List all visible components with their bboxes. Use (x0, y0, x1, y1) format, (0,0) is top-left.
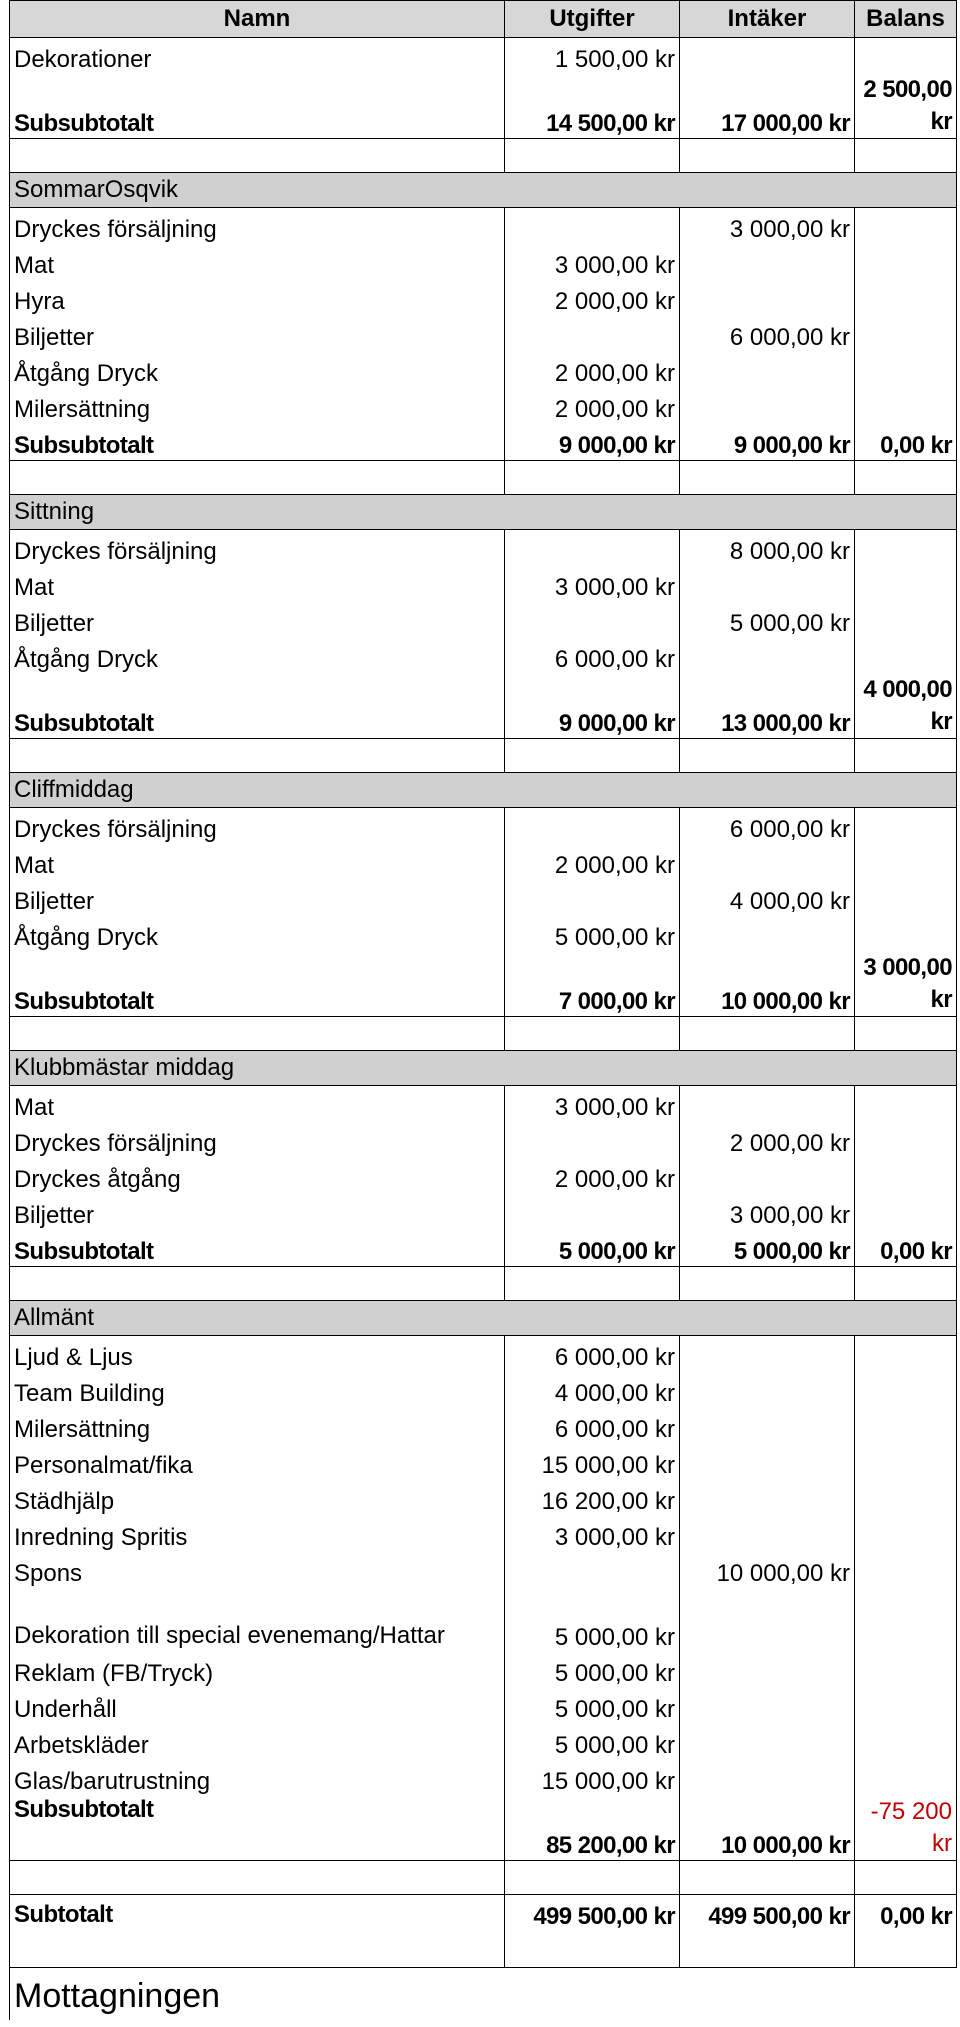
balance-cell[interactable] (855, 530, 957, 567)
income-cell[interactable]: 3 000,00 kr (680, 208, 855, 245)
empty-cell[interactable] (505, 461, 680, 495)
expense-cell[interactable]: 3 000,00 kr (505, 244, 680, 280)
budget-table (9, 0, 957, 1968)
income-cell[interactable] (680, 244, 855, 280)
item-name-cell[interactable]: Åtgång Dryck (10, 352, 505, 388)
item-name-cell[interactable]: Mat (10, 1086, 505, 1123)
expense-cell[interactable]: 2 000,00 kr (505, 352, 680, 388)
income-cell[interactable] (680, 566, 855, 602)
income-cell[interactable] (680, 1408, 855, 1444)
income-cell[interactable]: 10 000,00 kr (680, 1552, 855, 1588)
empty-row (10, 139, 957, 173)
empty-cell[interactable] (855, 1267, 957, 1301)
item-row (10, 316, 957, 352)
item-name-cell[interactable]: Mat (10, 244, 505, 280)
expense-cell[interactable] (505, 316, 680, 352)
subsubtotal-label[interactable]: Subsubtotalt (10, 674, 505, 739)
balance-cell[interactable] (855, 1760, 957, 1796)
section-title[interactable]: Sittning (10, 495, 957, 530)
item-row (10, 530, 957, 567)
income-cell[interactable]: 8 000,00 kr (680, 530, 855, 567)
empty-row (10, 461, 957, 495)
expense-cell[interactable]: 3 000,00 kr (505, 1086, 680, 1123)
item-row (10, 916, 957, 952)
subtotal-row (10, 1895, 957, 1968)
section-header-row (10, 495, 957, 530)
item-row (10, 1480, 957, 1516)
income-cell[interactable] (680, 638, 855, 674)
expense-cell[interactable]: 4 000,00 kr (505, 1372, 680, 1408)
subsubtotal-label[interactable]: Subsubtotalt (10, 74, 505, 139)
expense-cell[interactable] (505, 1194, 680, 1230)
subtotal-label[interactable]: Subtotalt (10, 1895, 505, 1968)
subsubtotal-label[interactable]: Subsubtotalt (10, 424, 505, 461)
balance-cell[interactable] (855, 1194, 957, 1230)
income-cell[interactable] (680, 388, 855, 424)
balance-cell[interactable] (855, 1588, 957, 1652)
income-cell[interactable] (680, 1688, 855, 1724)
empty-cell[interactable] (505, 1861, 680, 1895)
expense-cell[interactable]: 1 500,00 kr (505, 38, 680, 75)
empty-row (10, 739, 957, 773)
item-name-cell[interactable]: Inredning Spritis (10, 1516, 505, 1552)
section-title[interactable]: Klubbmästar middag (10, 1051, 957, 1086)
item-row (10, 844, 957, 880)
item-row (10, 638, 957, 674)
empty-cell[interactable] (10, 139, 505, 173)
income-cell[interactable] (680, 1444, 855, 1480)
item-name-cell[interactable]: Mat (10, 844, 505, 880)
header-name[interactable]: Namn (10, 1, 505, 38)
item-row (10, 1652, 957, 1688)
item-row (10, 1588, 957, 1652)
income-cell[interactable] (680, 1760, 855, 1796)
balance-cell[interactable] (855, 1652, 957, 1688)
section-title[interactable]: Allmänt (10, 1301, 957, 1336)
balance-cell[interactable] (855, 916, 957, 952)
balance-cell[interactable] (855, 38, 957, 75)
balance-cell[interactable] (855, 1516, 957, 1552)
item-row (10, 280, 957, 316)
subsubtotal-row (10, 1230, 957, 1267)
item-row (10, 244, 957, 280)
item-name-cell[interactable]: Mat (10, 566, 505, 602)
expense-cell[interactable] (505, 880, 680, 916)
subsubtotal-expenses[interactable]: 9 000,00 kr (505, 424, 680, 461)
subsubtotal-expenses[interactable]: 5 000,00 kr (505, 1230, 680, 1267)
expense-cell[interactable]: 5 000,00 kr (505, 916, 680, 952)
empty-row (10, 1267, 957, 1301)
subtotal-expenses[interactable]: 499 500,00 kr (505, 1895, 680, 1968)
item-row (10, 1724, 957, 1760)
subsubtotal-income[interactable]: 13 000,00 kr (680, 674, 855, 739)
subsubtotal-label[interactable]: Subsubtotalt (10, 1230, 505, 1267)
income-cell[interactable]: 4 000,00 kr (680, 880, 855, 916)
subsubtotal-label[interactable]: Subsubtotalt (10, 952, 505, 1017)
income-cell[interactable] (680, 1480, 855, 1516)
balance-cell[interactable] (855, 1552, 957, 1588)
income-cell[interactable] (680, 352, 855, 388)
expense-cell[interactable]: 16 200,00 kr (505, 1480, 680, 1516)
income-cell[interactable] (680, 1158, 855, 1194)
empty-cell[interactable] (680, 1861, 855, 1895)
item-name-cell[interactable]: Åtgång Dryck (10, 916, 505, 952)
balance-cell[interactable] (855, 1688, 957, 1724)
subsubtotal-balance[interactable]: 0,00 kr (855, 1230, 957, 1267)
empty-cell[interactable] (855, 461, 957, 495)
final-heading[interactable]: Mottagningen (9, 1968, 956, 2020)
balance-cell[interactable] (855, 1158, 957, 1194)
item-row (10, 566, 957, 602)
subsubtotal-balance[interactable]: 2 500,00 kr (855, 74, 957, 139)
subsubtotal-balance[interactable]: 3 000,00 kr (855, 952, 957, 1017)
empty-cell[interactable] (680, 1267, 855, 1301)
item-name-cell[interactable]: Biljetter (10, 1194, 505, 1230)
empty-cell[interactable] (10, 461, 505, 495)
balance-cell[interactable] (855, 1724, 957, 1760)
subsubtotal-label[interactable]: Subsubtotalt (10, 1796, 505, 1861)
section-header-row (10, 1301, 957, 1336)
empty-cell[interactable] (855, 739, 957, 773)
balance-cell[interactable] (855, 208, 957, 245)
item-row (10, 1688, 957, 1724)
subsubtotal-row (10, 952, 957, 1017)
budget-sheet (9, 0, 956, 2020)
item-row (10, 808, 957, 845)
item-name-cell[interactable]: Glas/barutrustning (10, 1760, 505, 1796)
balance-cell[interactable] (855, 1444, 957, 1480)
item-row (10, 1444, 957, 1480)
balance-cell[interactable] (855, 1336, 957, 1373)
item-name-cell[interactable]: Städhjälp (10, 1480, 505, 1516)
expense-cell[interactable]: 5 000,00 kr (505, 1588, 680, 1652)
income-cell[interactable] (680, 1336, 855, 1373)
balance-cell[interactable] (855, 1086, 957, 1123)
section-title[interactable]: Cliffmiddag (10, 773, 957, 808)
expense-cell[interactable]: 5 000,00 kr (505, 1724, 680, 1760)
item-name-cell[interactable]: Dryckes försäljning (10, 208, 505, 245)
income-cell[interactable] (680, 38, 855, 75)
balance-cell[interactable] (855, 352, 957, 388)
item-row (10, 1408, 957, 1444)
item-name-cell[interactable]: Åtgång Dryck (10, 638, 505, 674)
empty-cell[interactable] (10, 1267, 505, 1301)
section-header-row (10, 1051, 957, 1086)
empty-cell[interactable] (680, 1017, 855, 1051)
balance-cell[interactable] (855, 808, 957, 845)
item-name-cell[interactable]: Hyra (10, 280, 505, 316)
empty-row (10, 1861, 957, 1895)
item-name-cell[interactable]: Dryckes åtgång (10, 1158, 505, 1194)
income-cell[interactable] (680, 1516, 855, 1552)
item-row (10, 880, 957, 916)
income-cell[interactable] (680, 1588, 855, 1652)
subsubtotal-row (10, 674, 957, 739)
income-cell[interactable] (680, 280, 855, 316)
income-cell[interactable] (680, 1652, 855, 1688)
subsubtotal-balance[interactable]: 0,00 kr (855, 424, 957, 461)
income-cell[interactable]: 3 000,00 kr (680, 1194, 855, 1230)
item-name-cell[interactable]: Milersättning (10, 388, 505, 424)
item-row (10, 1516, 957, 1552)
item-row (10, 1194, 957, 1230)
expense-cell[interactable]: 15 000,00 kr (505, 1444, 680, 1480)
balance-cell[interactable] (855, 602, 957, 638)
subsubtotal-income[interactable]: 5 000,00 kr (680, 1230, 855, 1267)
item-name-cell[interactable]: Ljud & Ljus (10, 1336, 505, 1373)
item-row (10, 1158, 957, 1194)
empty-row (10, 1017, 957, 1051)
item-name-cell[interactable]: Biljetter (10, 880, 505, 916)
empty-cell[interactable] (855, 1861, 957, 1895)
section-header-row (10, 773, 957, 808)
balance-cell[interactable] (855, 280, 957, 316)
expense-cell[interactable] (505, 808, 680, 845)
subsubtotal-row (10, 1796, 957, 1861)
empty-cell[interactable] (10, 1861, 505, 1895)
subsubtotal-row (10, 424, 957, 461)
expense-cell[interactable]: 3 000,00 kr (505, 1516, 680, 1552)
item-name-cell[interactable]: Dryckes försäljning (10, 530, 505, 567)
income-cell[interactable]: 5 000,00 kr (680, 602, 855, 638)
balance-cell[interactable] (855, 880, 957, 916)
item-row (10, 1122, 957, 1158)
expense-cell[interactable]: 2 000,00 kr (505, 1158, 680, 1194)
item-name-cell[interactable]: Dryckes försäljning (10, 1122, 505, 1158)
balance-cell[interactable] (855, 1122, 957, 1158)
balance-cell[interactable] (855, 844, 957, 880)
subsubtotal-row (10, 74, 957, 139)
subsubtotal-expenses[interactable]: 14 500,00 kr (505, 74, 680, 139)
income-cell[interactable] (680, 1724, 855, 1760)
balance-cell[interactable] (855, 388, 957, 424)
item-row (10, 38, 957, 75)
subsubtotal-income[interactable]: 9 000,00 kr (680, 424, 855, 461)
expense-cell[interactable] (505, 1552, 680, 1588)
section-title[interactable]: SommarOsqvik (10, 173, 957, 208)
expense-cell[interactable]: 5 000,00 kr (505, 1652, 680, 1688)
subsubtotal-income[interactable]: 10 000,00 kr (680, 1796, 855, 1861)
item-name-cell[interactable]: Dekoration till special evenemang/Hattar (10, 1588, 505, 1652)
subsubtotal-balance[interactable]: 4 000,00 kr (855, 674, 957, 739)
expense-cell[interactable]: 2 000,00 kr (505, 844, 680, 880)
balance-cell[interactable] (855, 638, 957, 674)
expense-cell[interactable]: 6 000,00 kr (505, 1408, 680, 1444)
header-expenses[interactable]: Utgifter (505, 1, 680, 38)
item-row (10, 388, 957, 424)
empty-cell[interactable] (10, 1017, 505, 1051)
item-name-cell[interactable]: Underhåll (10, 1688, 505, 1724)
income-cell[interactable]: 6 000,00 kr (680, 316, 855, 352)
item-row (10, 1336, 957, 1373)
subsubtotal-expenses[interactable]: 9 000,00 kr (505, 674, 680, 739)
subsubtotal-income[interactable]: 17 000,00 kr (680, 74, 855, 139)
expense-cell[interactable] (505, 602, 680, 638)
empty-cell[interactable] (505, 139, 680, 173)
income-cell[interactable] (680, 844, 855, 880)
balance-cell[interactable] (855, 566, 957, 602)
item-name-cell[interactable]: Biljetter (10, 316, 505, 352)
subtotal-income[interactable]: 499 500,00 kr (680, 1895, 855, 1968)
section-header-row (10, 173, 957, 208)
subsubtotal-balance[interactable]: -75 200 kr (855, 1796, 957, 1861)
balance-cell[interactable] (855, 244, 957, 280)
item-name-cell[interactable]: Milersättning (10, 1408, 505, 1444)
expense-cell[interactable]: 2 000,00 kr (505, 280, 680, 316)
empty-cell[interactable] (680, 139, 855, 173)
item-row (10, 602, 957, 638)
expense-cell[interactable] (505, 208, 680, 245)
header-row (10, 1, 957, 38)
item-name-cell[interactable]: Personalmat/fika (10, 1444, 505, 1480)
expense-cell[interactable]: 5 000,00 kr (505, 1688, 680, 1724)
item-row (10, 208, 957, 245)
item-name-cell[interactable]: Dekorationer (10, 38, 505, 75)
income-cell[interactable] (680, 1086, 855, 1123)
income-cell[interactable] (680, 1372, 855, 1408)
item-name-cell[interactable]: Reklam (FB/Tryck) (10, 1652, 505, 1688)
item-row (10, 352, 957, 388)
income-cell[interactable] (680, 916, 855, 952)
item-name-cell[interactable]: Spons (10, 1552, 505, 1588)
empty-cell[interactable] (855, 139, 957, 173)
expense-cell[interactable]: 3 000,00 kr (505, 566, 680, 602)
subsubtotal-expenses[interactable]: 7 000,00 kr (505, 952, 680, 1017)
balance-cell[interactable] (855, 1408, 957, 1444)
item-name-cell[interactable]: Arbetskläder (10, 1724, 505, 1760)
empty-cell[interactable] (505, 1017, 680, 1051)
empty-cell[interactable] (10, 739, 505, 773)
header-balance[interactable]: Balans (855, 1, 957, 38)
item-name-cell[interactable]: Team Building (10, 1372, 505, 1408)
balance-cell[interactable] (855, 1372, 957, 1408)
empty-cell[interactable] (855, 1017, 957, 1051)
empty-cell[interactable] (505, 1267, 680, 1301)
expense-cell[interactable] (505, 530, 680, 567)
item-row (10, 1372, 957, 1408)
balance-cell[interactable] (855, 1480, 957, 1516)
expense-cell[interactable]: 15 000,00 kr (505, 1760, 680, 1796)
subtotal-balance[interactable]: 0,00 kr (855, 1895, 957, 1968)
income-cell[interactable]: 2 000,00 kr (680, 1122, 855, 1158)
item-row (10, 1086, 957, 1123)
subsubtotal-expenses[interactable]: 85 200,00 kr (505, 1796, 680, 1861)
balance-cell[interactable] (855, 316, 957, 352)
empty-cell[interactable] (505, 739, 680, 773)
expense-cell[interactable]: 2 000,00 kr (505, 388, 680, 424)
expense-cell[interactable]: 6 000,00 kr (505, 1336, 680, 1373)
item-row (10, 1552, 957, 1588)
item-row (10, 1760, 957, 1796)
empty-cell[interactable] (680, 461, 855, 495)
item-name-cell[interactable]: Dryckes försäljning (10, 808, 505, 845)
expense-cell[interactable] (505, 1122, 680, 1158)
empty-cell[interactable] (680, 739, 855, 773)
income-cell[interactable]: 6 000,00 kr (680, 808, 855, 845)
subsubtotal-income[interactable]: 10 000,00 kr (680, 952, 855, 1017)
expense-cell[interactable]: 6 000,00 kr (505, 638, 680, 674)
header-income[interactable]: Intäker (680, 1, 855, 38)
item-name-cell[interactable]: Biljetter (10, 602, 505, 638)
